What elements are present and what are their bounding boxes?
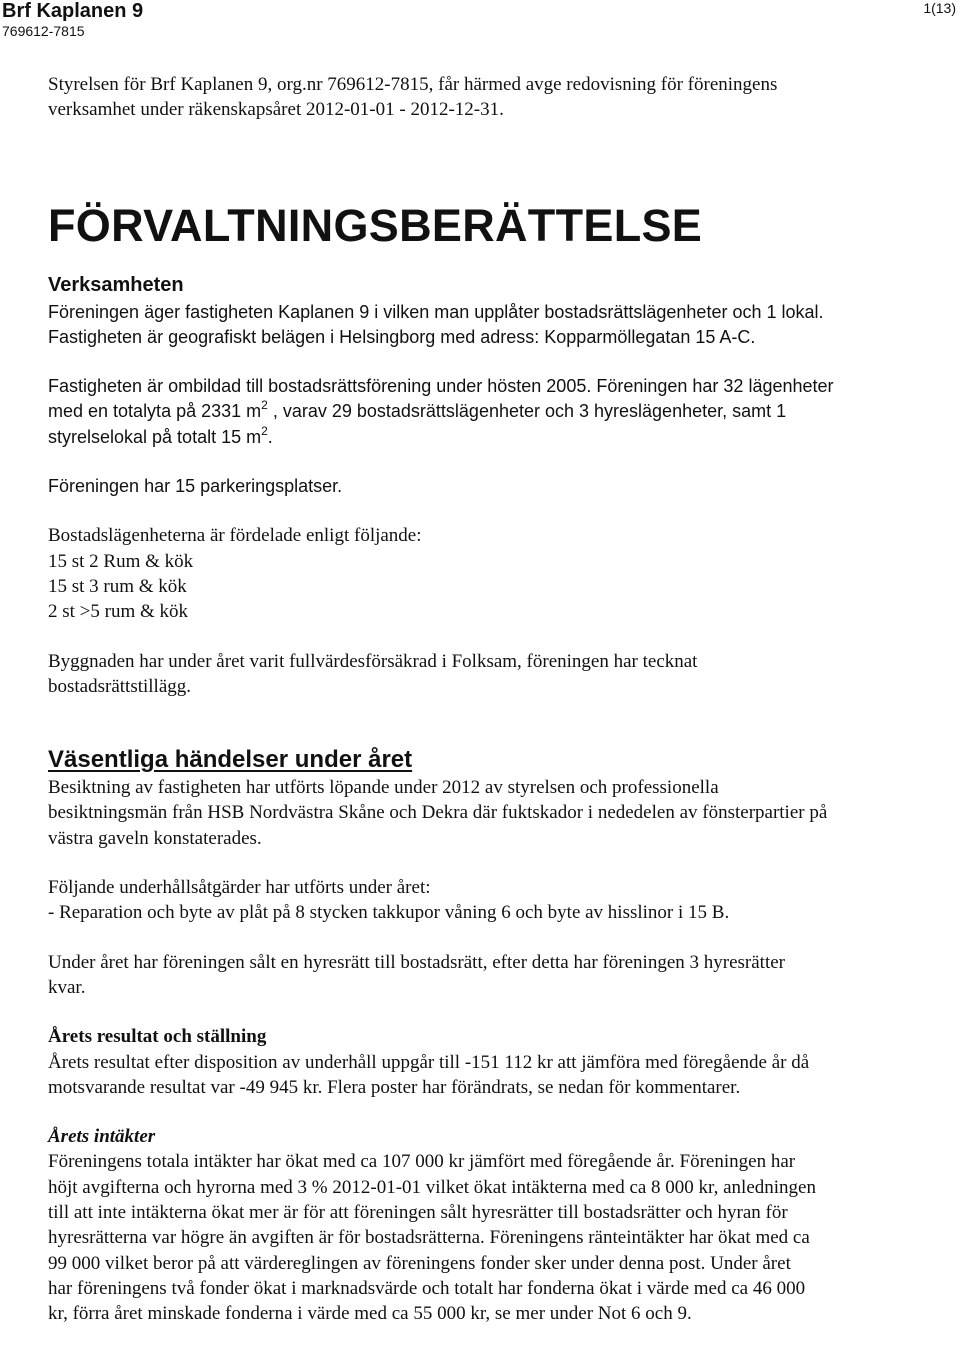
events-paragraph-2 (48, 875, 958, 926)
text-fragment: med en totalyta på 2331 m (48, 401, 262, 422)
text-fragment: . (267, 426, 273, 447)
section-heading-income: Årets intäkter (48, 1126, 156, 1148)
text-line: Årets resultat efter disposition av underhåll uppgår till -151 112 kr att jämföra med föregående år då (48, 1051, 810, 1073)
text-line: Föreningen äger fastigheten Kaplanen 9 i vilken man upplåter bostadsrättslägenheter och 1 lokal. (48, 301, 824, 322)
list-item: 2 st >5 rum & kök (48, 601, 189, 623)
text-line: Fastigheten är geografiskt belägen i Helsingborg med adress: Kopparmöllegatan 15 A-C. (48, 326, 756, 347)
text-line: Besiktning av fastigheten har utförts löpande under 2012 av styrelsen och professionella (48, 777, 719, 799)
text-line: 99 000 vilket beror på att värdereglingen av föreningens fonder sker under denna post. Under året (48, 1252, 791, 1274)
text-line: till att inte intäkterna ökat mer är för att föreningen sålt hyresrätter till bostadsrätter och hyran för (48, 1202, 788, 1224)
text-line: Föreningens totala intäkter har ökat med ca 107 000 kr jämfört med föregående år. Föreningen har (48, 1151, 796, 1173)
association-name: Brf Kaplanen 9 (2, 0, 144, 22)
text-line: höjt avgifterna och hyrorna med 3 % 2012-01-01 vilket ökat intäkterna med ca 8 000 kr, anledningen (48, 1176, 816, 1198)
text-line: kr, förra året minskade fonderna i värde med ca 55 000 kr, se mer under Not 6 och 9. (48, 1303, 692, 1325)
text-line: Följande underhållsåtgärder har utförts under året: (48, 877, 431, 899)
intro-line: Styrelsen för Brf Kaplanen 9, org.nr 769612-7815, får härmed avge redovisning för föreningens (48, 74, 778, 95)
text-line: har föreningens två fonder ökat i marknadsvärde och totalt har fonderna ökat i värde med ca 46 000 (48, 1277, 806, 1299)
verksamheten-paragraph-2 (48, 374, 958, 450)
events-paragraph-1 (48, 775, 958, 851)
section-heading-events: Väsentliga händelser under året (48, 746, 413, 774)
insurance-paragraph (48, 649, 958, 700)
section-heading-result: Årets resultat och ställning (48, 1026, 267, 1048)
text-line: hyresrätterna var högre än avgiften är för bostadsrätterna. Föreningens ränteintäkter har ökat med ca (48, 1227, 810, 1249)
text-fragment: styrelselokal på totalt 15 m (48, 426, 262, 447)
text-fragment: , varav 29 bostadsrättslägenheter och 3 hyreslägenheter, samt 1 (267, 401, 787, 422)
events-paragraph-3 (48, 950, 958, 1001)
text-line: Fastigheten är ombildad till bostadsrättsförening under hösten 2005. Föreningen har 32 lägenheter (48, 376, 834, 397)
text-line: Bostadslägenheterna är fördelade enligt följande: (48, 525, 422, 547)
intro-paragraph (48, 72, 958, 123)
income-paragraph (48, 1149, 958, 1326)
result-paragraph (48, 1050, 958, 1101)
text-line: besiktningsmän från HSB Nordvästra Skåne och Dekra där fuktskador i nededelen av fönsterpartier på (48, 802, 828, 824)
text-line (48, 425, 958, 450)
text-line: Föreningen har 15 parkeringsplatser. (48, 476, 343, 497)
document-body (48, 70, 958, 1327)
superscript: 2 (261, 398, 268, 413)
list-item: - Reparation och byte av plåt på 8 stycken takkupor våning 6 och byte av hisslinor i 15 B. (48, 902, 730, 924)
text-line: kvar. (48, 976, 86, 998)
verksamheten-paragraph-1 (48, 300, 958, 351)
section-heading-verksamheten: Verksamheten (48, 273, 184, 296)
text-line (48, 399, 958, 424)
superscript: 2 (261, 423, 268, 438)
text-line: bostadsrättstillägg. (48, 675, 192, 697)
text-line: västra gaveln konstaterades. (48, 827, 262, 849)
list-item: 15 st 2 Rum & kök (48, 550, 194, 572)
intro-line: verksamhet under räkenskapsåret 2012-01-01 - 2012-12-31. (48, 99, 504, 121)
text-line: Under året har föreningen sålt en hyresrätt till bostadsrätt, efter detta har föreningen 3 hyresrätter (48, 951, 786, 973)
org-number: 769612-7815 (2, 23, 85, 39)
page-number: 1(13) (923, 0, 956, 16)
text-line: motsvarande resultat var -49 945 kr. Flera poster har förändrats, se nedan för kommentarer. (48, 1076, 741, 1098)
parking-paragraph (48, 474, 958, 499)
main-title: FÖRVALTNINGSBERÄTTELSE (48, 199, 703, 251)
text-line: Byggnaden har under året varit fullvärdesförsäkrad i Folksam, föreningen har tecknat (48, 650, 698, 672)
list-item: 15 st 3 rum & kök (48, 575, 187, 597)
apartment-distribution (48, 523, 958, 624)
